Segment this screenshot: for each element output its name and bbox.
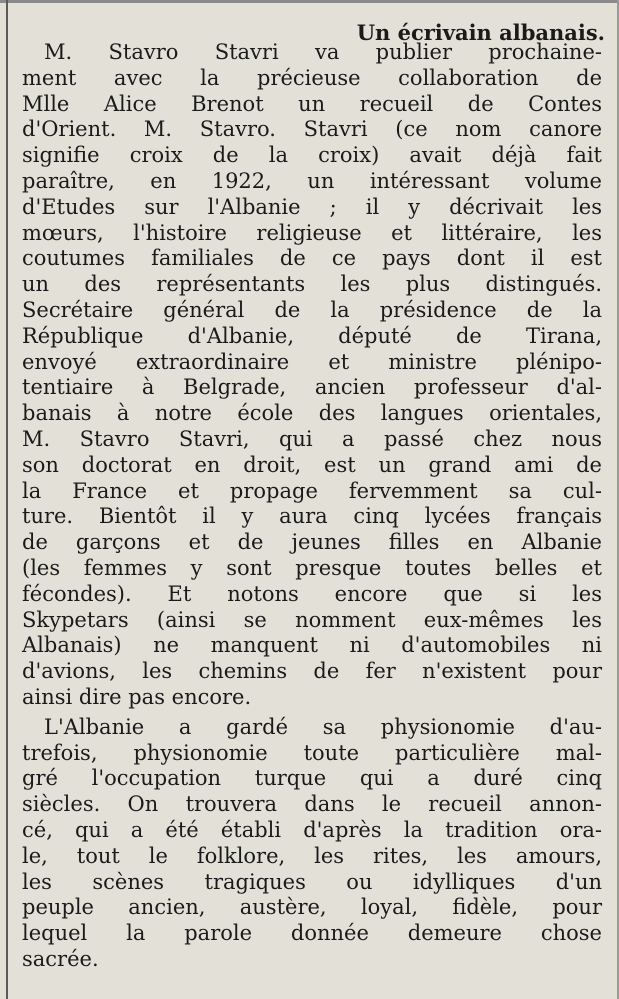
line: le, tout le folklore, les rites, les amours, [22, 843, 602, 868]
line: envoyé extraordinaire et ministre plénipo- [22, 349, 602, 374]
line: ture. Bientôt il y aura cinq lycées français [22, 504, 602, 529]
top-border-rule [0, 0, 619, 3]
line: (les femmes y sont presque toutes belles et [22, 555, 602, 580]
line: tentiaire à Belgrade, ancien professeur d'al- [22, 375, 602, 400]
line: mœurs, l'histoire religieuse et littéraire, les [22, 220, 602, 245]
line: d'Etudes sur l'Albanie ; il y décrivait les [22, 194, 602, 219]
line: M. Stavro Stavri va publier prochaine- [44, 40, 602, 64]
line: Skypetars (ainsi se nomment eux-mêmes les [22, 607, 602, 632]
line: d'avions, les chemins de fer n'existent pour [22, 659, 602, 684]
line: M. Stavro Stavri, qui a passé chez nous [22, 426, 602, 451]
article-title: Un écrivain albanais. [356, 20, 605, 46]
line: trefois, physionomie toute particulière mal- [22, 740, 602, 765]
article-body [22, 40, 602, 973]
paragraph-1 [22, 40, 602, 711]
line: lequel la parole donnée demeure chose [22, 921, 602, 946]
line: gré l'occupation turque qui a duré cinq [22, 766, 602, 791]
line: République d'Albanie, député de Tirana, [22, 323, 602, 348]
line: la France et propage fervemment sa cul- [22, 478, 602, 503]
line: coutumes familiales de ce pays dont il est [22, 246, 602, 271]
line: cé, qui a été établi d'après la tradition ora- [22, 817, 602, 842]
line: Secrétaire général de la présidence de la [22, 297, 602, 322]
paragraph-2 [22, 715, 602, 973]
line: siècles. On trouvera dans le recueil annon- [22, 792, 602, 817]
line: sacrée. [22, 946, 99, 971]
line: Mlle Alice Brenot un recueil de Contes [22, 91, 602, 116]
line: peuple ancien, austère, loyal, fidèle, pour [22, 895, 602, 920]
line: un des représentants les plus distingués. [22, 272, 602, 297]
line: fécondes). Et notons encore que si les [22, 581, 602, 606]
line: signifie croix de la croix) avait déjà fait [22, 143, 602, 168]
line: son doctorat en droit, est un grand ami de [22, 452, 602, 477]
line: banais à notre école des langues orientales, [22, 401, 602, 426]
line: L'Albanie a gardé sa physionomie d'au- [44, 714, 602, 739]
line: ment avec la précieuse collaboration de [22, 65, 602, 90]
line: ainsi dire pas encore. [22, 684, 252, 709]
line: de garçons et de jeunes filles en Albanie [22, 530, 602, 555]
line: paraître, en 1922, un intéressant volume [22, 168, 602, 193]
line: d'Orient. M. Stavro. Stavri (ce nom canore [22, 117, 602, 142]
line: les scènes tragiques ou idylliques d'un [22, 869, 602, 894]
column-rule-left [6, 0, 8, 999]
line: Albanais) ne manquent ni d'automobiles ni [22, 633, 602, 658]
